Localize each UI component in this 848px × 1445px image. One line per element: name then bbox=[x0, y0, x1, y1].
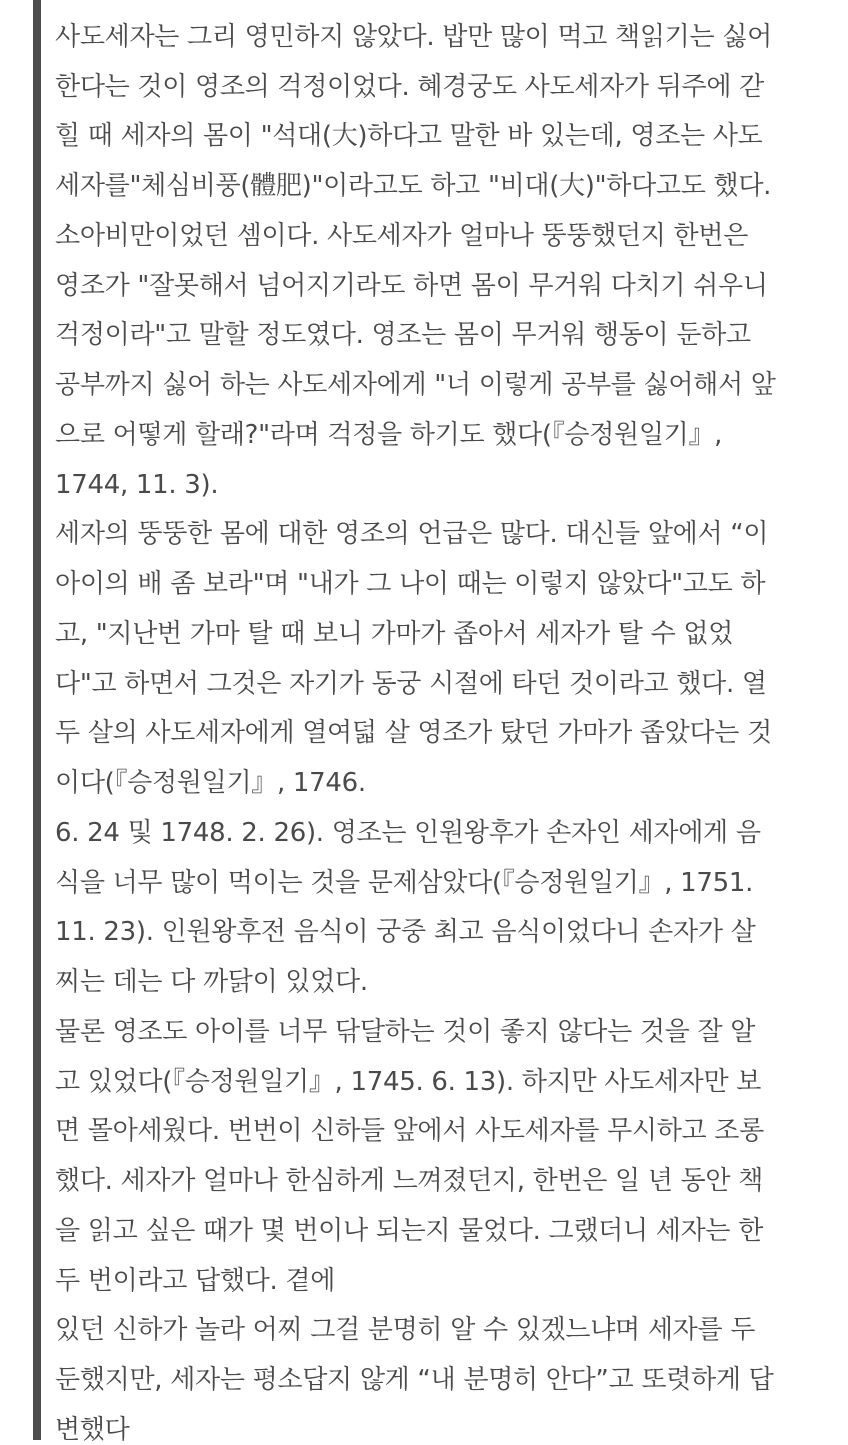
text-line: 두 번이라고 답했다. 곁에 bbox=[55, 1266, 336, 1296]
text-line: 11. 23). 인원왕후전 음식이 궁중 최고 음식이었다니 손자가 살 bbox=[55, 917, 756, 947]
text-line: 찌는 데는 다 까닭이 있었다. bbox=[55, 967, 368, 997]
text-line: 영조가 "잘못해서 넘어지기라도 하면 몸이 무거워 다치기 쉬우니 bbox=[55, 271, 768, 301]
text-line: 이다(『승정원일기』, 1746. bbox=[55, 768, 366, 798]
text-line: 고, "지난번 가마 탈 때 보니 가마가 좁아서 세자가 탈 수 없었 bbox=[55, 619, 734, 649]
text-line: 세자를"체심비풍(體肥)"이라고도 하고 "비대(大)"하다고도 했다. bbox=[55, 171, 772, 201]
text-line: 아이의 배 좀 보라"며 "내가 그 나이 때는 이렇지 않았다"고도 하 bbox=[55, 569, 766, 599]
text-line: 소아비만이었던 셈이다. 사도세자가 얼마나 뚱뚱했던지 한번은 bbox=[55, 221, 749, 251]
text-line: 물론 영조도 아이를 너무 닦달하는 것이 좋지 않다는 것을 잘 알 bbox=[55, 1017, 756, 1047]
text-line: 고 있었다(『승정원일기』, 1745. 6. 13). 하지만 사도세자만 보 bbox=[55, 1067, 762, 1097]
blockquote-bar bbox=[33, 0, 41, 1440]
text-line: 다"고 하면서 그것은 자기가 동궁 시절에 타던 것이라고 했다. 열 bbox=[55, 669, 767, 699]
text-line: 둔했지만, 세자는 평소답지 않게 “내 분명히 안다”고 또렷하게 답 bbox=[55, 1365, 774, 1395]
text-line: 했다. 세자가 얼마나 한심하게 느껴졌던지, 한번은 일 년 동안 책 bbox=[55, 1166, 764, 1196]
text-line: 한다는 것이 영조의 걱정이었다. 혜경궁도 사도세자가 뒤주에 갇 bbox=[55, 72, 764, 102]
text-line: 식을 너무 많이 먹이는 것을 문제삼았다(『승정원일기』, 1751. bbox=[55, 868, 754, 898]
text-line: 세자의 뚱뚱한 몸에 대한 영조의 언급은 많다. 대신들 앞에서 “이 bbox=[55, 519, 769, 549]
text-line: 사도세자는 그리 영민하지 않았다. 밥만 많이 먹고 책읽기는 싫어 bbox=[55, 22, 772, 52]
text-line: 두 살의 사도세자에게 열여덟 살 영조가 탔던 가마가 좁았다는 것 bbox=[55, 718, 772, 748]
text-line: 변했다 bbox=[55, 1415, 130, 1445]
text-line: 1744, 11. 3). bbox=[55, 470, 219, 500]
text-line: 으로 어떻게 할래?"라며 걱정을 하기도 했다(『승정원일기』, bbox=[55, 420, 723, 450]
text-line: 걱정이라"고 말할 정도였다. 영조는 몸이 무거워 행동이 둔하고 bbox=[55, 320, 751, 350]
text-line: 6. 24 및 1748. 2. 26). 영조는 인원왕후가 손자인 세자에게 음 bbox=[55, 818, 761, 848]
text-line: 있던 신하가 놀라 어찌 그걸 분명히 알 수 있겠느냐며 세자를 두 bbox=[55, 1315, 756, 1345]
text-line: 공부까지 싫어 하는 사도세자에게 "너 이렇게 공부를 싫어해서 앞 bbox=[55, 370, 776, 400]
text-line: 을 읽고 싶은 때가 몇 번이나 되는지 물었다. 그랬더니 세자는 한 bbox=[55, 1216, 764, 1246]
text-line: 면 몰아세웠다. 번번이 신하들 앞에서 사도세자를 무시하고 조롱 bbox=[55, 1116, 764, 1146]
text-line: 힐 때 세자의 몸이 "석대(大)하다고 말한 바 있는데, 영조는 사도 bbox=[55, 121, 763, 151]
